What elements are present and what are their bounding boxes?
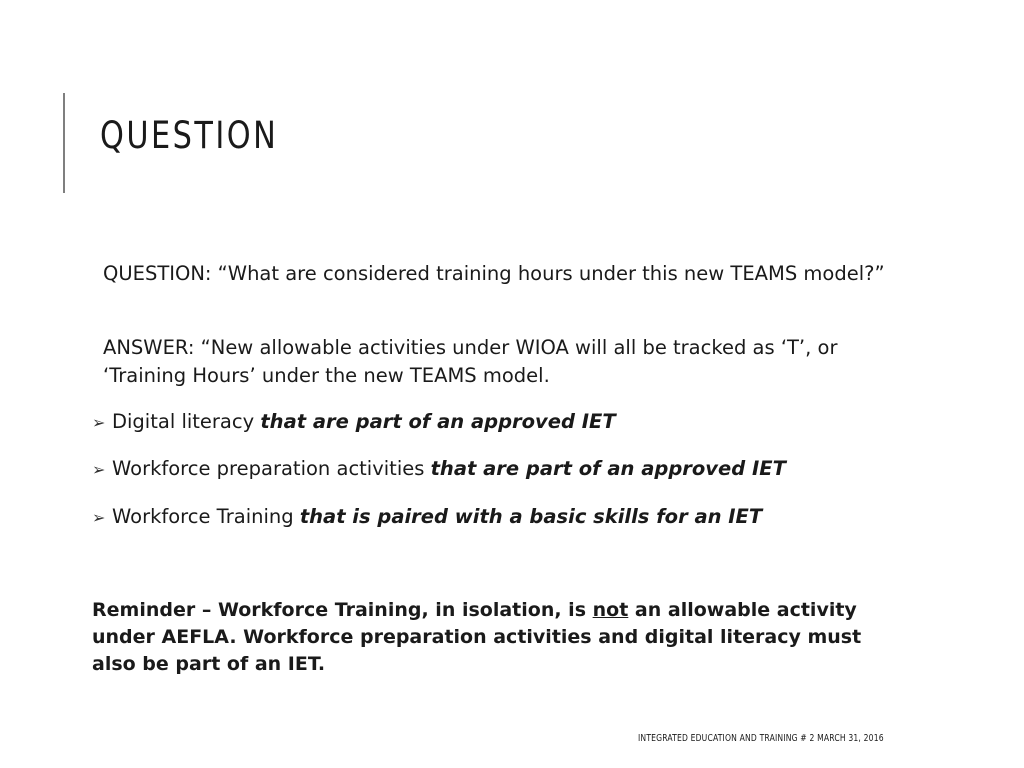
slide-title: QUESTION: [100, 114, 279, 157]
reminder-note: [92, 597, 892, 678]
title-accent-bar: [63, 93, 65, 193]
bullet-text: Digital literacy: [112, 410, 261, 433]
slide-footer: INTEGRATED EDUCATION AND TRAINING # 2 MARCH 31, 2016: [638, 733, 884, 744]
bullet-emphasis: that is paired with a basic skills for an IET: [299, 505, 763, 528]
bullet-text: Workforce Training: [112, 505, 300, 528]
reminder-text-after: an allowable activity under AEFLA. Workforce preparation activities and digital literacy must also be part of an IET.: [92, 599, 862, 675]
reminder-underlined-word: not: [592, 599, 629, 621]
bullet-item-workforce-training: [92, 503, 762, 532]
bullet-item-digital-literacy: [92, 408, 616, 437]
bullet-text: Workforce preparation activities: [112, 457, 431, 480]
reminder-text-before: Reminder – Workforce Training, in isolation, is: [92, 599, 593, 621]
bullet-item-workforce-preparation: [92, 455, 786, 484]
arrow-bullet-icon: ➢: [92, 508, 106, 527]
bullet-emphasis: that are part of an approved IET: [260, 410, 616, 433]
question-text: QUESTION: “What are considered training hours under this new TEAMS model?”: [103, 262, 885, 285]
arrow-bullet-icon: ➢: [92, 460, 106, 479]
answer-text: ANSWER: “New allowable activities under WIOA will all be tracked as ‘T’, or ‘Training Hours’ under the new TEAMS model.: [103, 336, 838, 387]
bullet-emphasis: that are part of an approved IET: [430, 457, 786, 480]
arrow-bullet-icon: ➢: [92, 413, 106, 432]
